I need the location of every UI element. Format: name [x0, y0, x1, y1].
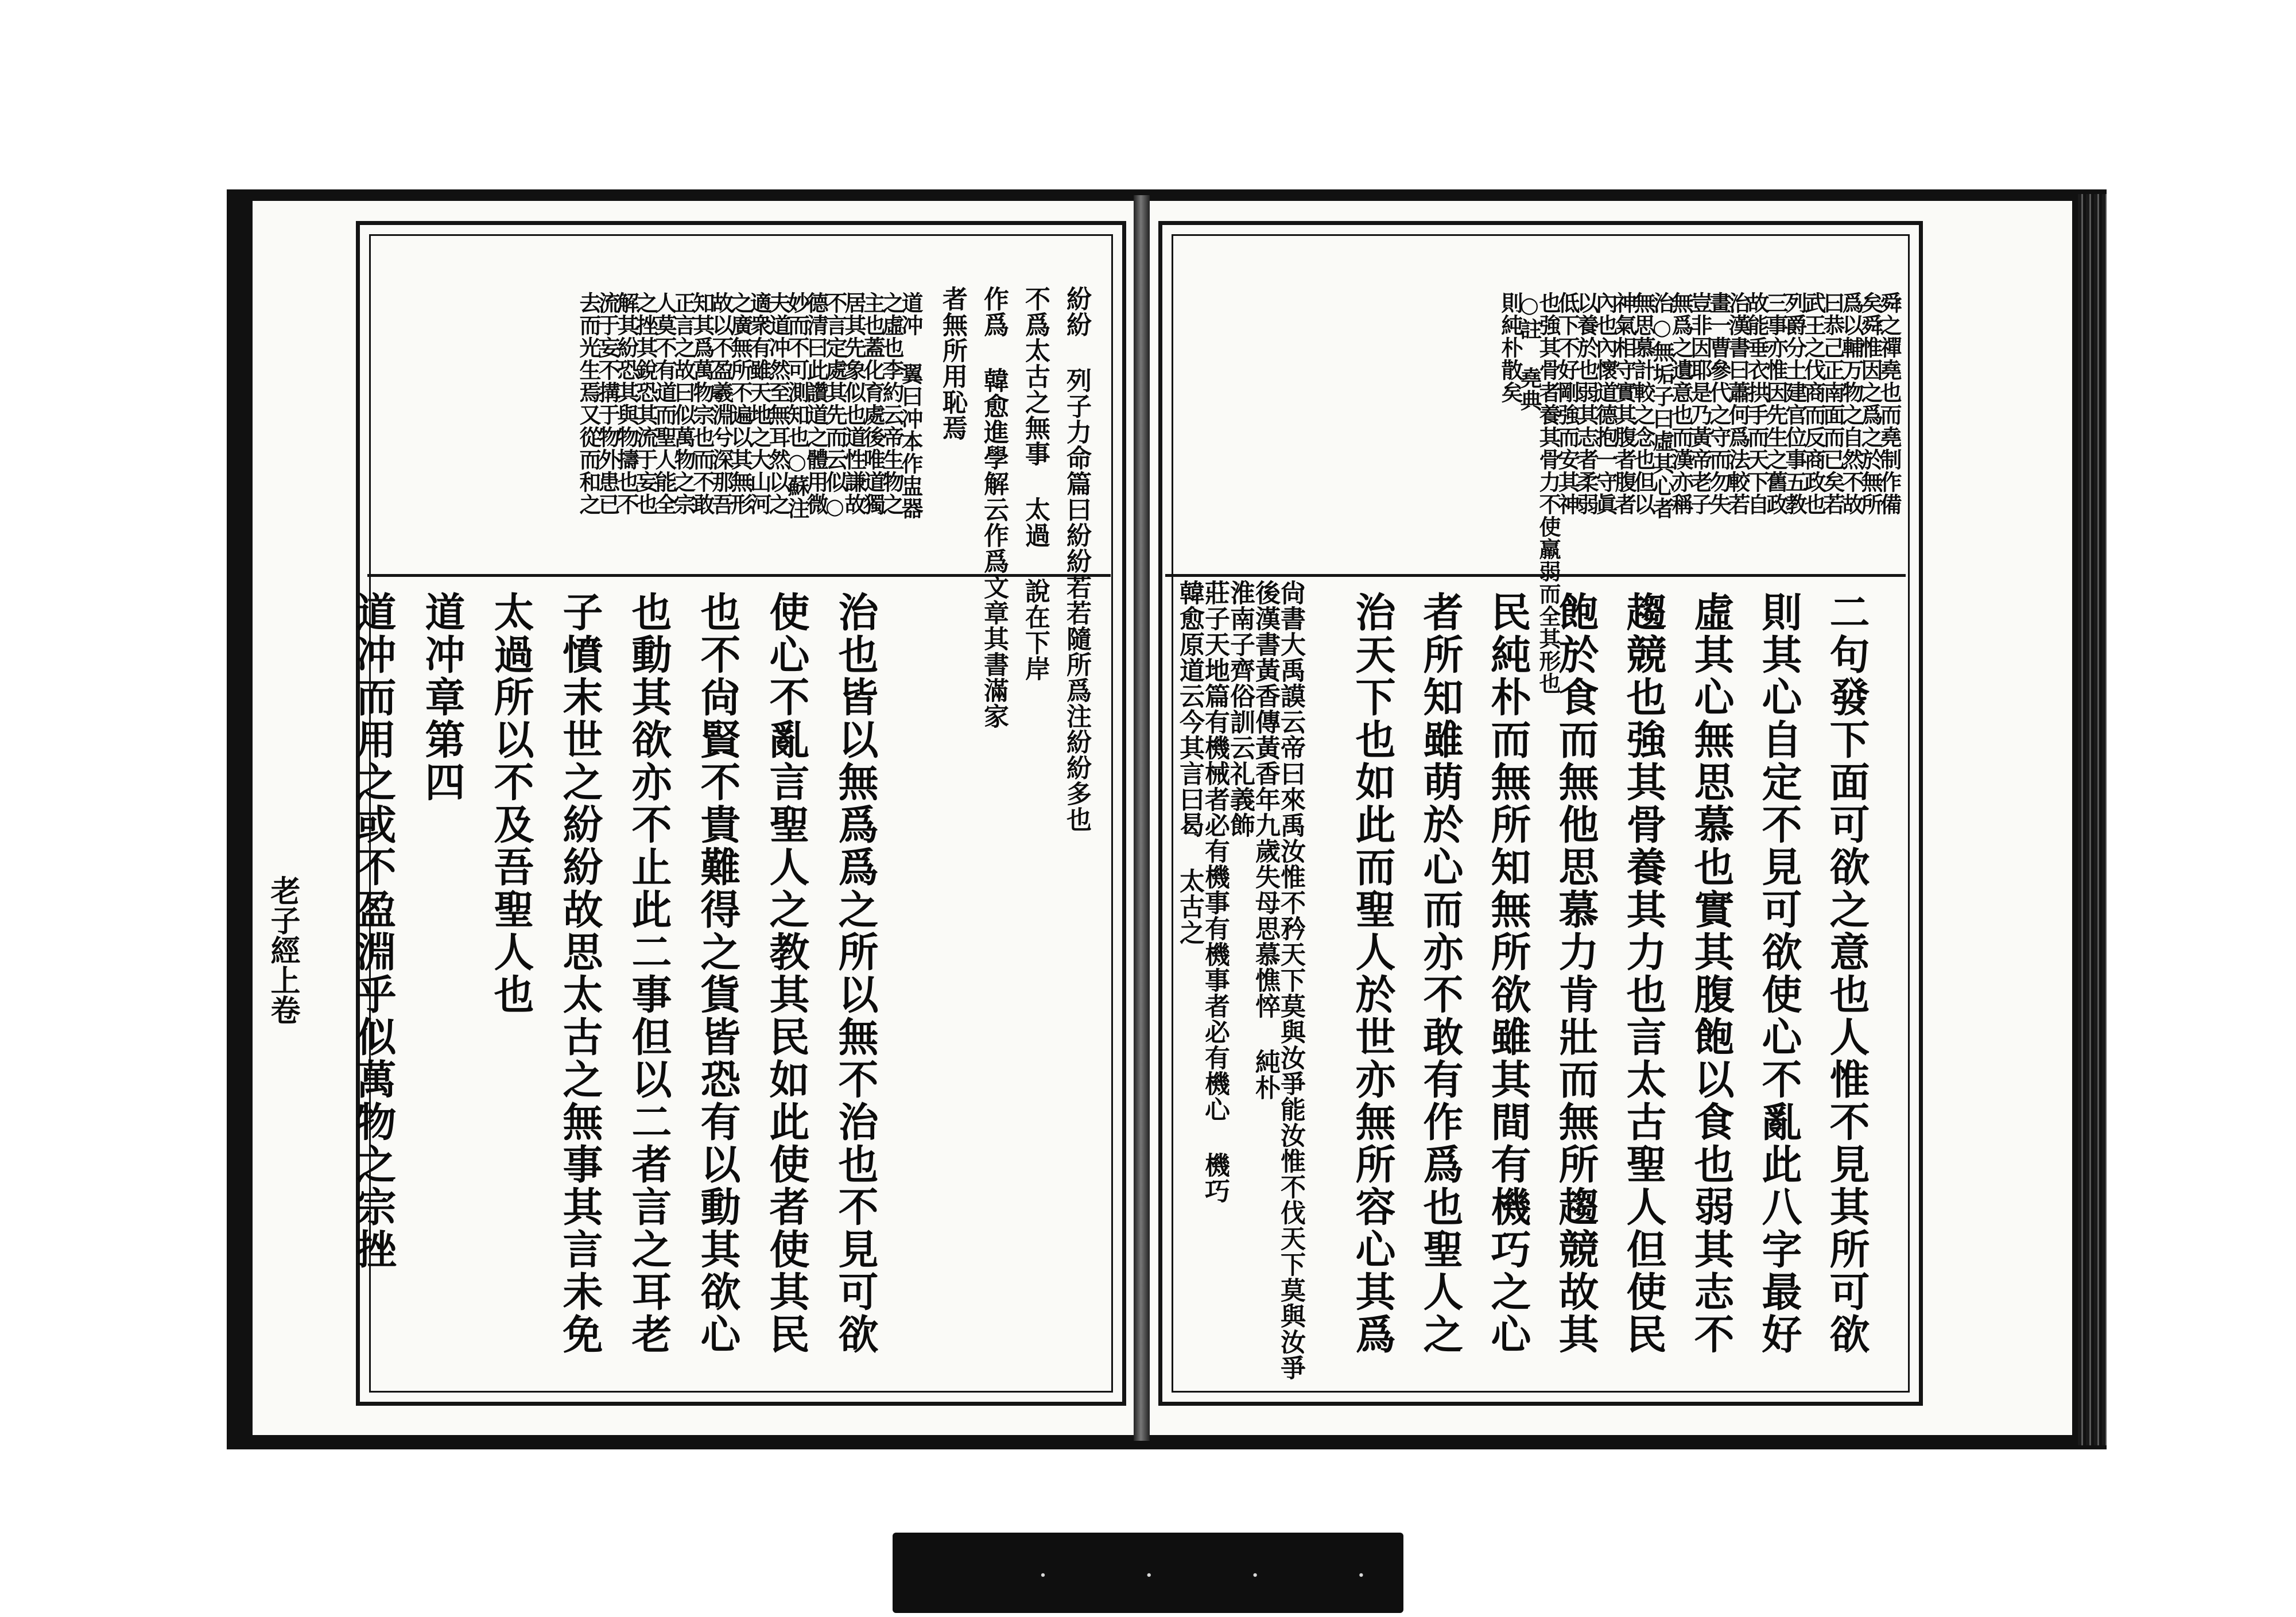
commentary-column: 道冲 翼曰冲本作盅器 [898, 292, 924, 519]
main-text-column: 也不尙賢不貴難得之貨皆恐有以動其欲心 [694, 591, 742, 1356]
commentary-column: 武王之伐商而反商政也 [1801, 292, 1826, 515]
commentary-column: 豈非因耶是乃黃帝老子 [1687, 292, 1713, 515]
commentary-column: 曰恭己正南面而已矣若 [1820, 292, 1845, 515]
commentary-column: 以養於也弱其志者柔弱 [1573, 292, 1599, 515]
note-column: 淮南子齊俗訓云礼義飾 [1225, 580, 1255, 838]
note-column: 者無所用恥焉 [938, 286, 967, 441]
main-text-column: 虛其心無思慕也實其腹飽以食也弱其志不 [1688, 591, 1735, 1356]
main-text-column: 民純朴而無所知無所欲雖其間有機巧之心 [1484, 591, 1532, 1356]
commentary-column: ○註 堯典 [1517, 292, 1542, 412]
note-column: 莊子天地篇有機械者必有機事有機事者必有機心 機巧 [1200, 580, 1230, 1204]
note-column: 尙書大禹謨云帝曰來禹汝惟不矜天下莫與汝爭能汝惟不伐天下莫與汝爭 [1276, 580, 1305, 1381]
commentary-column: 列爵分土建官位事五教 [1782, 292, 1808, 515]
commentary-column: 神氣相守實其腹者腹者 [1611, 292, 1637, 515]
main-text-column: 子憤末世之紛紛故思太古之無事其言未免 [556, 591, 604, 1356]
commentary-column: 之廣無所不遍以其無形 [727, 292, 753, 515]
commentary-column: 故以不盈羲淵兮深那吾 [708, 292, 734, 515]
commentary-column: 適衆有雖天地之大山河 [746, 292, 772, 515]
commentary-column: 解其紛恐其與物擣也不 [614, 292, 639, 515]
main-text-column: 者所知雖萌於心而亦不敢有作爲也聖人之 [1417, 591, 1464, 1356]
commentary-column: 畫一曹參代之守而勿失 [1706, 292, 1732, 515]
commentary-column: 低下不好剛強而安其神 [1554, 292, 1580, 515]
main-text-column: 治天下也如此而聖人於世亦無所容心其爲 [1349, 591, 1397, 1356]
note-column: 紛紛 列子力命篇曰紛紛若若隨所爲注紛紛多也 [1062, 286, 1091, 832]
commentary-column: 故能垂衣拱手而天下自 [1744, 292, 1770, 515]
commentary-column: 之虛也李約云帝生物之 [879, 292, 905, 515]
commentary-column: 居其先象似也道性謙故 [841, 292, 867, 515]
commentary-column: 人莫不有道而聖人能全 [651, 292, 677, 515]
left-margin-title: 老子經上卷 [265, 875, 300, 1025]
commentary-column: 爲以輔万物之自然不故 [1839, 292, 1864, 515]
page-stack-edge [2078, 194, 2107, 1445]
commentary-column: 不言定處其先而云似○ [822, 292, 848, 519]
commentary-column: 夫道冲然至無耳然以之 [765, 292, 791, 515]
main-text-column: 則其心自定不見可欲使心不亂此八字最好 [1755, 591, 1803, 1356]
main-text-column: 道冲而用之或不盈淵乎似萬物之宗挫 [350, 591, 397, 1271]
main-text-column: 道冲章第四 [418, 591, 466, 804]
main-text-column: 二句發下面可欲之意也人惟不見其所可欲 [1823, 591, 1871, 1356]
note-column: 不爲太古之無事 太過 說在下岸 [1021, 286, 1050, 681]
right-main-text [1177, 580, 1900, 1363]
commentary-column: 去而光生焉又從而和之 [576, 292, 602, 515]
commentary-column: 內也內懷道德抱一守眞 [1592, 292, 1618, 515]
commentary-column: 之挫其銳恐其流于妄也 [633, 292, 658, 515]
commentary-column: 舜之禪堯也而堯制作備 [1876, 292, 1902, 515]
main-text-column: 飽於食而無他思慕力肯壯而無所趨競故其 [1552, 591, 1600, 1356]
commentary-column: 正言之故曰似萬物之宗 [670, 292, 696, 515]
commentary-column: 主也蓋化育處後唯道獨 [860, 292, 886, 515]
commentary-column: 治漢書曰蕭何爲法較若 [1725, 292, 1751, 515]
commentary-column: 知其爲萬物宗也而不敢 [689, 292, 715, 515]
main-text-column: 也動其欲亦不止此二事但以二者言之耳老 [625, 591, 673, 1356]
commentary-column: 無思慕計較之念也但以 [1630, 292, 1656, 515]
commentary-column: 治○無垢子曰虛其心者 [1649, 292, 1675, 519]
footer-tab-label: ・ ・ ・ ・ [1033, 1565, 1411, 1588]
main-text-column: 趨競也強其骨養其力也言太古聖人但使民 [1620, 591, 1667, 1356]
note-column: 後漢書黃香傳黃香年九歲失母思慕憔悴 純朴 [1251, 580, 1280, 1100]
right-upper-commentary [1177, 286, 1902, 695]
main-text-column: 太過所以不及吾聖人也 [487, 591, 535, 1016]
left-main-text [350, 580, 1102, 1363]
commentary-column: 德清曰此讚道之體用微 [803, 292, 829, 515]
note-column: 韓愈原道云今其言曰曷 太古之 [1175, 580, 1204, 945]
note-column: 作爲 韓愈進學解云作爲文章其書滿家 [979, 286, 1009, 729]
main-text-column: 使心不亂言聖人之教其民如此使者使其民 [763, 591, 810, 1356]
commentary-column: 三事亦惟因先生之舊政 [1763, 292, 1789, 515]
commentary-column: 妙而不可測知也○蘇注 [784, 292, 810, 519]
main-text-column: 治也皆以無爲爲之所以無不治也不見可欲 [832, 591, 879, 1356]
commentary-column: 無爲之遺意也而漢亦稱 [1668, 292, 1694, 515]
commentary-column: 矣舜惟因之爲之於無所 [1857, 292, 1883, 515]
commentary-column: 流于妄不搆于物外患已 [595, 292, 620, 515]
commentary-column: 則純朴散矣 [1498, 292, 1523, 404]
commentary-column: 也強其骨者養其骨力不使羸弱而全其形也 [1535, 292, 1561, 695]
book-gutter [1134, 195, 1150, 1441]
